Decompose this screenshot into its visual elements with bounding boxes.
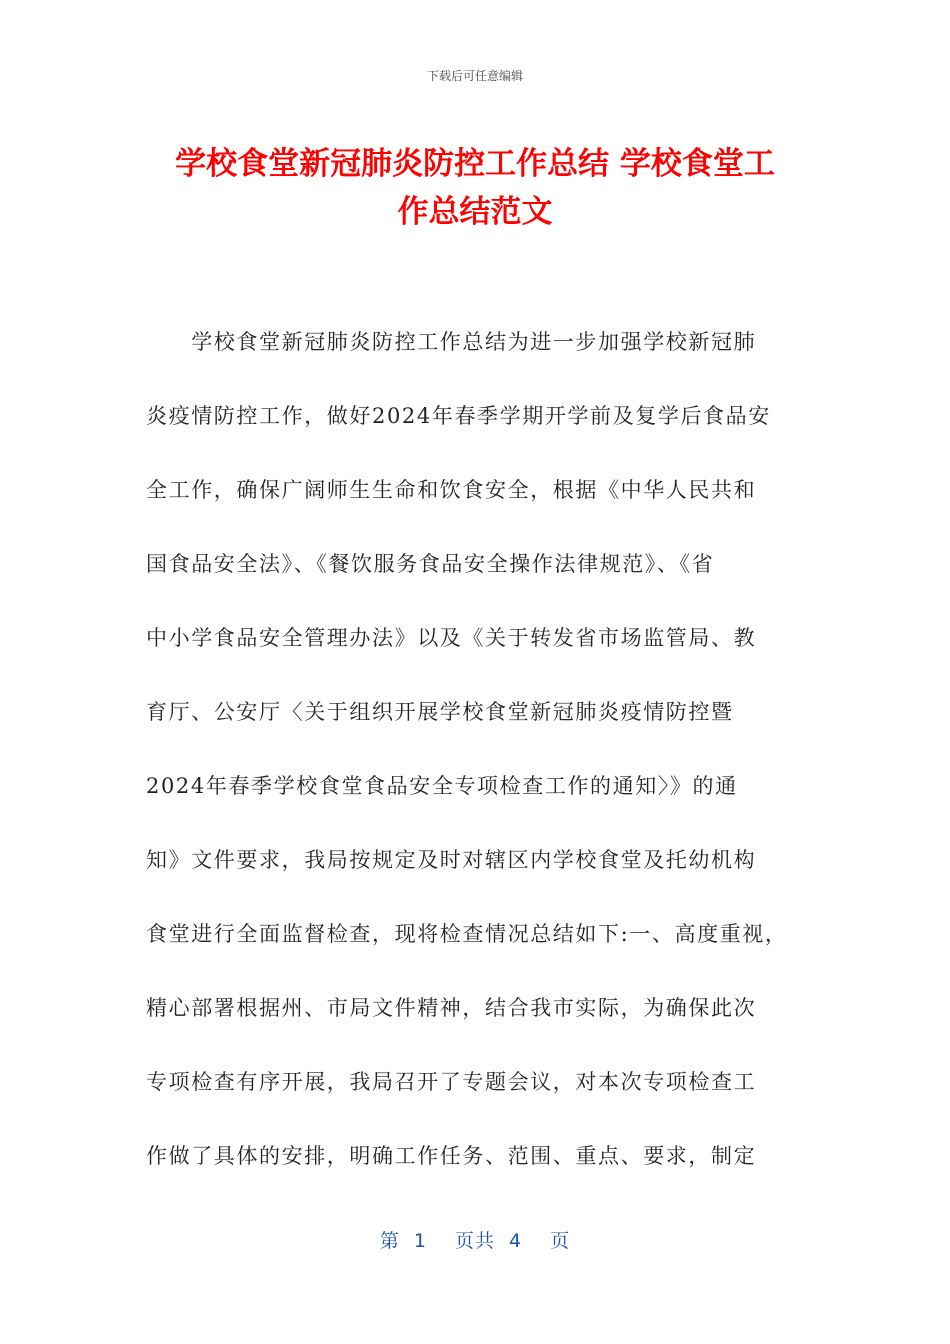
body-line: 食堂进行全面监督检查，现将检查情况总结如下:一、高度重视， (146, 922, 788, 946)
title-line: 学校食堂新冠肺炎防控工作总结 学校食堂工 (175, 146, 775, 182)
body-text (146, 326, 826, 1214)
body-line: 学校食堂新冠肺炎防控工作总结为进一步加强学校新冠肺 (146, 330, 757, 354)
body-line: 国食品安全法》、《餐饮服务食品安全操作法律规范》、《省 (146, 552, 715, 576)
body-line: 知》文件要求，我局按规定及时对辖区内学校食堂及托幼机构 (146, 848, 757, 872)
body-line: 育厅、公安厅〈关于组织开展学校食堂新冠肺炎疫情防控暨 (146, 700, 734, 724)
body-line: 作做了具体的安排，明确工作任务、范围、重点、要求，制定 (146, 1144, 757, 1168)
body-line: 炎疫情防控工作，做好2024年春季学期开学前及复学后食品安 (146, 404, 771, 428)
body-line: 专项检查有序开展，我局召开了专题会议，对本次专项检查工 (146, 1070, 757, 1094)
body-line: 中小学食品安全管理办法》以及《关于转发省市场监管局、教 (146, 626, 757, 650)
document-title (140, 140, 810, 236)
current-page-number: 1 (413, 1230, 427, 1252)
header-note: 下载后可任意编辑 (426, 69, 523, 83)
body-line: 全工作，确保广阔师生生命和饮食安全，根据《中华人民共和 (146, 478, 757, 502)
footer-middle: 页共 (454, 1230, 495, 1252)
body-line: 精心部署根据州、市局文件精神，结合我市实际，为确保此次 (146, 996, 757, 1020)
footer-prefix: 第 (379, 1230, 400, 1252)
total-pages-number: 4 (509, 1230, 523, 1252)
footer-suffix: 页 (550, 1230, 571, 1252)
body-line: 2024年春季学校食堂食品安全专项检查工作的通知〉》的通 (146, 774, 738, 798)
page-footer (0, 1226, 950, 1253)
title-line: 作总结范文 (397, 194, 553, 230)
